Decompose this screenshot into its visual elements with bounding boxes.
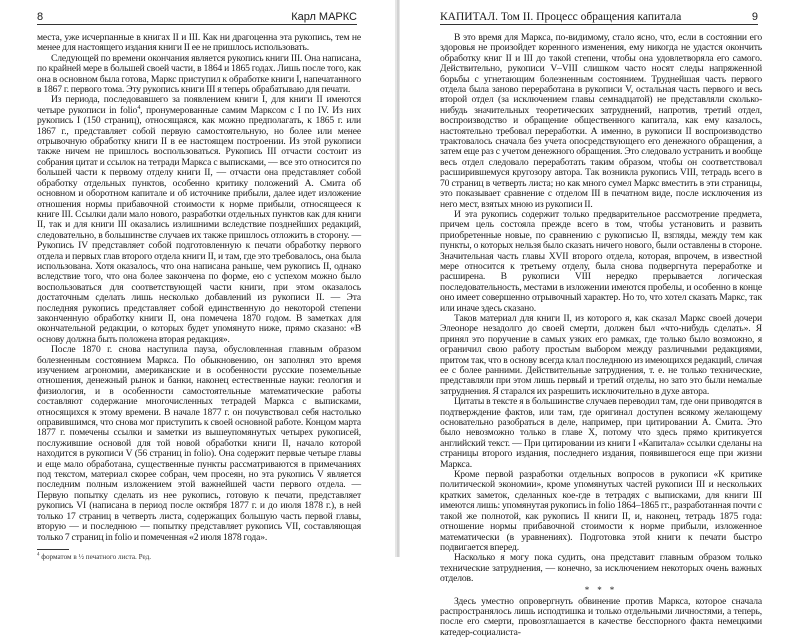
footnote-text: форматом в ½ печатного листа. Ред.: [41, 552, 152, 561]
footnote: [37, 553, 361, 562]
paragraph: Цитаты в тексте я в большинстве случаев переводил там, где они приводятся в подтверждение фактов, или там, где оригинал доступен всякому желающему основательно разобраться в деле, например, при цитировании А. Смита. Это было невозможно только в главе X, потому что здесь прямо критикуется английский текст. — При цитировании из книги I «Капитала» ссылки сделаны на страницы второго издания, последнего издания, появившегося еще при жизни Маркса.: [440, 396, 762, 470]
right-page-body: [440, 33, 762, 638]
page-number: 9: [751, 11, 758, 23]
paragraph: [37, 95, 361, 345]
paragraph: Следующей по времени окончания является рукопись книги III. Она написана, по крайней мере в большей своей части, в 1864 и 1865 годах. Лишь после того, как она в основном была готова, Маркс приступил к обработке книги I, напечатанного в 1867 г. первого тома. Эту рукопись книги III я теперь обрабатываю для печати.: [37, 52, 361, 96]
right-page-flow: [440, 33, 762, 638]
paragraph: Здесь уместно опровергнуть обвинение против Маркса, которое сначала распространялось лишь исподтишка и только отдельными личностями, а теперь, после его смерти, провозглашается в качестве бесспорного факта немецкими катедер-социалиста-: [440, 595, 762, 638]
section-break: * * *: [584, 584, 618, 595]
paragraph: места, уже исчерпанные в книгах II и III. Как ни драгоценна эта рукопись, тем не менее для настоящего издания книги II ее не пришлось использовать.: [37, 32, 361, 54]
page-number: 8: [37, 11, 44, 23]
page-divider: [397, 0, 399, 557]
paragraph-text: Из периода, последовавшего за появлением книги I, для книги II имеются четыре рукописи in folio: [37, 94, 361, 116]
paragraph: После 1870 г. снова наступила пауза, обусловленная главным образом болезненным состоянием Маркса. По обыкновению, он заполнял это время изучением агрономии, американские и в особенности русские поземельные отношения, денежный рынок и банки, наконец естественные науки: геология и физиология, и в особенности самостоятельные математические работы составляют содержание многочисленных тетрадей Маркса с выписками, относящихся к этому времени. В начале 1877 г. он почувствовал себя настолько оправившимся, что снова мог приступить к своей основной работе. Концом марта 1877 г. помечены ссылки и заметки из вышеупомянутых четырех рукописей, послужившие основой для той новой обработки книги II, начало которой находится в рукописи V (56 страниц in folio). Она содержит первые четыре главы и еще мало обработана, существенные пункты рассматриваются в примечаниях под текстом, материал скорее собран, чем просеян, но эта рукопись V является последним полным изложением этой важнейшей части первого отдела. — Первую попытку сделать из нее рукопись, готовую к печати, представляет рукопись VI (написана в период после октября 1877 г. и до июля 1878 г.), в ней только 17 страниц в четверть листа, содержащих большую часть первой главы, вторую — и последнюю — попытку представляет рукопись VII, составляющая только 7 страниц in folio и помеченная «2 июля 1878 года».: [37, 344, 361, 543]
footnote-divider: [37, 549, 69, 550]
running-head: КАПИТАЛ. Том II. Процесс обращения капитала: [440, 11, 682, 23]
running-head: Карл МАРКС: [291, 11, 357, 23]
left-page: [0, 0, 396, 561]
paragraph: И эта рукопись содержит только предварительное рассмотрение предмета, причем цель состояла прежде всего в том, чтобы установить и развить приобретенные новые, по сравнению с рукописью II, взгляды, между тем как пункты, о которых нельзя было сказать ничего нового, были оставлены в стороне. Значительная часть главы XVII второго отдела, которая, впрочем, в известной мере относится к третьему отделу, была снова подвергнута переработке и расширена. В рукописи VIII нередко прерывается логическая последовательность, местами в изложении имеются пробелы, и особенно в конце оно имеет совершенно отрывочный характер. Но то, что хотел сказать Маркс, так или иначе здесь сказано.: [440, 208, 762, 314]
paragraph: В это время для Маркса, по-видимому, стало ясно, что, если в состоянии его здоровья не произойдет коренного изменения, ему никогда не удастся окончить обработку книг II и III до такой степени, чтобы она удовлетворяла его самого. Действительно, рукописи V–VIII слишком часто носят следы напряженной борьбы с угнетающим болезненным состоянием. Труднейшая часть первого отдела была заново переработана в рукописи V, остальная часть первого и весь второй отдел (за исключением главы семнадцатой) не представляли сколько-нибудь значительных теоретических затруднений, напротив, третий отдел, воспроизводство и обращение общественного капитала, как ему казалось, настоятельно требовал переработки. А именно, в рукописи II воспроизводство трактовалось сначала без учета опосредствующего его денежного обращения, а затем еще раз с учетом денежного обращения. Это следовало устранить и вообще весь отдел следовало переработать таким образом, чтобы он соответствовал расширившемуся кругозору автора. Так возникла рукопись VIII, тетрадь всего в 70 страниц в четверть листа; но как много сумел Маркс вместить в эти страницы, это показывает сравнение с отделом III в печатном виде, после исключения из него мест, взятых мною из рукописи II.: [440, 32, 762, 210]
left-page-body: [37, 33, 361, 543]
left-page-flow: [37, 33, 361, 562]
right-page-header: [440, 10, 758, 25]
paragraph: Таков материал для книги II, из которого я, как сказал Маркс своей дочери Элеоноре незадолго до своей смерти, должен был «что-нибудь сделать». Я принял это поручение в самых узких его рамках, где только было возможно, я ограничил свою работу простым выбором между различными редакциями, притом так, что в основу всегда клал последнюю из имеющихся редакций, сличая ее с более ранними. Действительные затруднения, т. е. не только технические, представляли при этом лишь первый и третий отделы, но зато это были немалые затруднения. Я старался их разрешить исключительно в духе автора.: [440, 312, 762, 397]
footnote-marker: 4: [37, 552, 40, 558]
footnote-ref[interactable]: 4: [137, 104, 141, 111]
left-page-header: [37, 10, 357, 25]
paragraph-text: , пронумерованные самим Марксом с I по IV. Из них рукопись I (150 страниц), относящаяся, как можно предполагать, к 1865 г. или 1867 г., представляет собой первую самостоятельную, но более или менее отрывочную обработку книги II в ее настоящем построении. Из этой рукописи также ничем не пришлось воспользоваться. Рукопись III отчасти состоит из собрания цитат и ссылок на тетради Маркса с выписками, — все это относится по большей части к первому отделу книги II, — отчасти она представляет собой обработку отдельных пунктов, особенно критику положений А. Смита об основном и оборотном капитале и об источнике прибыли, далее идет изложение отношения нормы прибавочной стоимости к норме прибыли, относящееся к книге III. Ссылки дали мало нового, разработки отдельных пунктов как для книги II, так и для книги III оказались излишними вследствие позднейших редакций, следовательно, в большинстве случаев их также пришлось отложить в сторону. — Рукопись IV представляет собой подготовленную к печати обработку первого отдела и первых глав второго отдела книги II, и там, где это требовалось, она была использована. Хотя оказалось, что она написана раньше, чем рукопись II, однако вследствие того, что она более закончена по форме, ею с успехом можно было воспользоваться для соответствующей части книги, при этом оказалось достаточным сделать лишь несколько добавлений из рукописи II. — Эта последняя рукопись представляет собой единственную до некоторой степени законченную обработку книги II, она помечена 1870 годом. В заметках для окончательной редакции, о которых будет упомянуто ниже, прямо сказано: «В основу должна быть положена вторая редакция».: [37, 104, 361, 345]
paragraph: Кроме первой разработки отдельных вопросов в рукописи «К критике политической экономии», кроме упомянутых частей рукописи III и нескольких кратких заметок, сделанных кое-где в тетрадях с выписками, для книги III имеются лишь: упомянутая рукопись in folio 1864–1865 гг., разработанная почти с такой же полнотой, как рукопись II книги II, и, наконец, тетрадь 1875 года: отношение нормы прибавочной стоимости к норме прибыли, изложенное математически (в уравнениях). Подготовка этой книги к печати быстро подвигается вперед.: [440, 469, 762, 553]
paragraph: Насколько я могу пока судить, она представит главным образом только технические затруднения, — конечно, за исключением некоторых очень важных отделов.: [440, 552, 762, 585]
right-page: [400, 0, 800, 638]
